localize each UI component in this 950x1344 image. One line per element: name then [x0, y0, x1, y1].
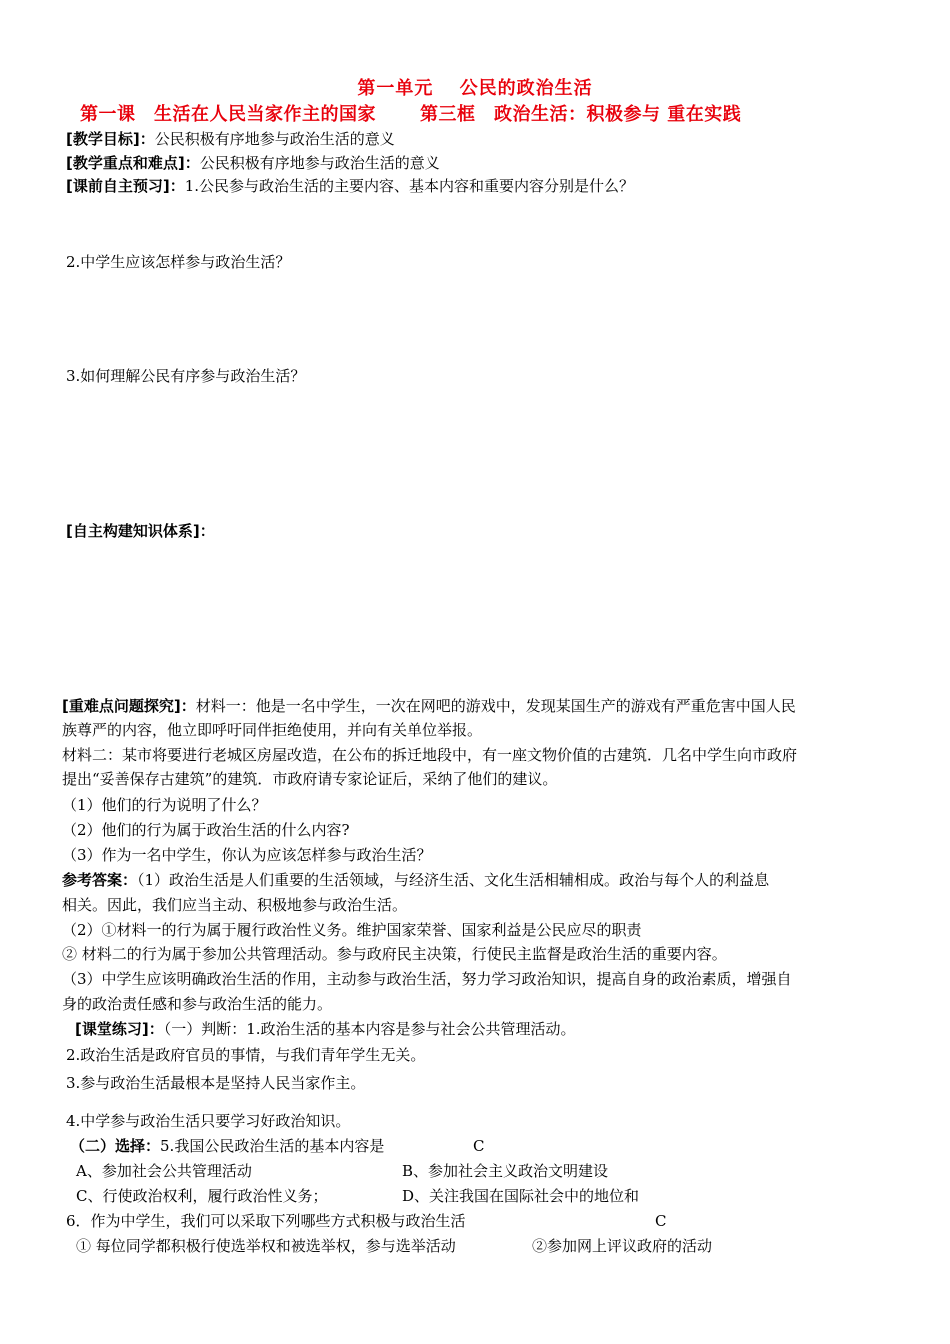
answer-line3: （2）①材料一的行为属于履行政治性义务。维护国家荣誉、国家利益是公民应尽的职责 [62, 921, 642, 939]
teaching-goal-text: 公民积极有序地参与政治生活的意义 [154, 130, 395, 148]
exploration-question-2: （2）他们的行为属于政治生活的什么内容? [62, 821, 350, 839]
choice-q5 [70, 1136, 384, 1156]
answer-line1 [62, 870, 769, 890]
q6-option-2: ②参加网上评议政府的活动 [532, 1237, 713, 1255]
lesson-name: 第一课 生活在人民当家作主的国家 [80, 104, 376, 125]
preview-label: [课前自主预习]： [66, 177, 185, 195]
material1-text: 材料一：他是一名中学生，一次在网吧的游戏中，发现某国生产的游戏有严重危害中国人民 [195, 697, 796, 715]
preview-q3: 3.如何理解公民有序参与政治生活？ [66, 367, 306, 385]
exploration-question-3: （3）作为一名中学生，你认为应该怎样参与政治生活？ [62, 846, 432, 864]
unit-title: 第一单元 公民的政治生活 [357, 78, 593, 99]
exploration-label: [重难点问题探究]： [62, 697, 196, 715]
preview-q2: 2.中学生应该怎样参与政治生活？ [66, 253, 291, 271]
q5-option-c: C、行使政治权利，履行政治性义务； [76, 1187, 328, 1205]
q5-answer: C [473, 1137, 485, 1155]
answer-line5: （3）中学生应该明确政治生活的作用，主动参与政治生活，努力学习政治知识，提高自身的政治素质，增强自 [62, 970, 792, 988]
q5-option-a: A、参加社会公共管理活动 [76, 1162, 252, 1180]
q5-option-b: B、参加社会主义政治文明建设 [402, 1162, 609, 1180]
exploration-material1-line2: 族尊严的内容，他立即呼吁同伴拒绝使用，并向有关单位举报。 [62, 721, 483, 739]
answer-text-1: （1）政治生活是人们重要的生活领域，与经济生活、文化生活相辅相成。政治与每个人的利益息 [137, 871, 770, 889]
preview [66, 176, 634, 196]
exploration-material2-line1: 材料二：某市将要进行老城区房屋改造，在公布的拆迁地段中，有一座文物价值的古建筑．几名中学生向市政府 [62, 746, 798, 764]
answer-label: 参考答案： [62, 871, 138, 889]
q6-answer: C [655, 1212, 667, 1230]
lesson-title [80, 100, 741, 126]
practice-judge-intro [75, 1019, 576, 1039]
answer-line4: ② 材料二的行为属于参加公共管理活动。参与政府民主决策，行使民主监督是政治生活的重要内容。 [62, 945, 727, 963]
knowledge-system-label: [自主构建知识体系]： [66, 522, 215, 540]
answer-line6: 身的政治责任感和参与政治生活的能力。 [62, 995, 333, 1013]
teaching-goal-label: [教学目标]： [66, 130, 155, 148]
q5-text: 5.我国公民政治生活的基本内容是 [160, 1137, 385, 1155]
frame-name: 第三框 政治生活：积极参与 重在实践 [420, 104, 742, 125]
key-points-text: 公民积极有序地参与政治生活的意义 [199, 154, 440, 172]
exploration-material2-line2: 提出“妥善保存古建筑”的建筑．市政府请专家论证后，采纳了他们的建议。 [62, 770, 558, 788]
key-points [66, 153, 440, 173]
judge-item-3: 3.参与政治生活最根本是坚持人民当家作主。 [66, 1074, 366, 1092]
q6-option-1: ① 每位同学都积极行使选举权和被选举权，参与选举活动 [76, 1237, 456, 1255]
answer-line2: 相关。因此，我们应当主动、积极地参与政治生活。 [62, 896, 408, 914]
teaching-goal [66, 129, 395, 149]
judge-intro-text: （一）判断：1.政治生活的基本内容是参与社会公共管理活动。 [163, 1020, 576, 1038]
key-points-label: [教学重点和难点]： [66, 154, 200, 172]
preview-q1: 1.公民参与政治生活的主要内容、基本内容和重要内容分别是什么？ [184, 177, 635, 195]
exploration-question-1: （1）他们的行为说明了什么？ [62, 796, 267, 814]
judge-item-4: 4.中学参与政治生活只要学习好政治知识。 [66, 1112, 351, 1130]
exploration-material1-line1 [62, 696, 796, 716]
choice-label: （二）选择： [70, 1137, 161, 1155]
practice-label: [课堂练习]： [75, 1020, 164, 1038]
choice-q6: 6．作为中学生，我们可以采取下列哪些方式积极与政治生活 [66, 1212, 466, 1230]
judge-item-2: 2.政治生活是政府官员的事情，与我们青年学生无关。 [66, 1046, 426, 1064]
q5-option-d: D、关注我国在国际社会中的地位和 [402, 1187, 640, 1205]
